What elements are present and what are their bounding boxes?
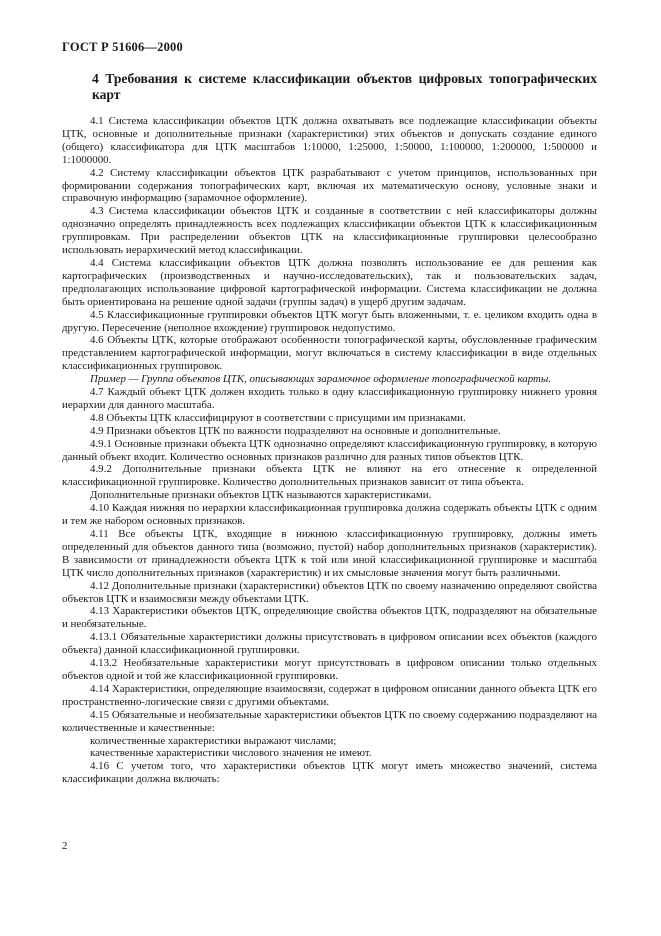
section-title: 4 Требования к системе классификации объектов цифровых топографических карт <box>92 71 597 102</box>
paragraph-4-9-1: 4.9.1 Основные признаки объекта ЦТК однозначно определяют классификационную группировку, в которую данный объект входит. Количество основных признаков различно для разных типов объектов ЦТК. <box>62 437 597 463</box>
paragraph-4-5: 4.5 Классификационные группировки объектов ЦТК могут быть вложенными, т. е. целиком входить одна в другую. Пересечение (неполное вхождение) группировок недопустимо. <box>62 308 597 334</box>
paragraph-4-1: 4.1 Система классификации объектов ЦТК должна охватывать все подлежащие классификации объекты ЦТК, основные и дополнительные признаки (характеристики) этих объектов и допускать создание единого (общего) классификатора для ЦТК масштабов 1:10000, 1:25000, 1:50000, 1:100000, 1:200000, 1:500000 и 1:1000000. <box>62 115 597 166</box>
paragraph-4-4: 4.4 Система классификации объектов ЦТК должна позволять использование ее для решения как картографических (производственных и научно-исследовательских), так и пользовательских задач, предполагающих использование цифровой картографической информации. Система классификации не должна быть ориентирована на решение одной задачи (группы задач) в ущерб другим задачам. <box>62 256 597 308</box>
paragraph-4-16: 4.16 С учетом того, что характеристики объектов ЦТК могут иметь множество значений, система классификации должна включать: <box>62 760 597 786</box>
paragraph-4-13-1: 4.13.1 Обязательные характеристики должны присутствовать в цифровом описании всех объектов (каждого объекта) данной классификационной группировки. <box>62 631 597 657</box>
paragraph-4-3: 4.3 Система классификации объектов ЦТК и созданные в соответствии с ней классификаторы должны однозначно определять принадлежность всех подлежащих классификации объектов ЦТК к классификационным группировкам. При распределении объектов ЦТК на классификационные группировки целесообразно использовать иерархический метод классификации. <box>62 205 597 257</box>
paragraph-4-9-2: 4.9.2 Дополнительные признаки объекта ЦТК не влияют на его отнесение к определенной классификационной группировке. Количество дополнительных признаков зависит от типа объекта. <box>62 463 597 489</box>
paragraph-4-11: 4.11 Все объекты ЦТК, входящие в нижнюю классификационную группировку, должны иметь определенный для объектов данного типа (возможно, пустой) набор дополнительных признаков (характеристик). В зависимости от принадлежности объекта ЦТК к той или иной классификационной группировке и масштаба ЦТК число дополнительных признаков (характеристик) и их смысловые значения могут быть различными. <box>62 528 597 579</box>
paragraph-4-12: 4.12 Дополнительные признаки (характеристики) объектов ЦТК по своему назначению определяют свойства объектов ЦТК и взаимосвязи между объектами ЦТК. <box>62 579 597 605</box>
paragraph-4-9: 4.9 Признаки объектов ЦТК по важности подразделяют на основные и дополнительные. <box>90 424 501 437</box>
paragraph-4-13-2: 4.13.2 Необязательные характеристики могут присутствовать в цифровом описании только отдельных объектов одной и той же классификационной группировки. <box>62 657 597 682</box>
paragraph-4-15: 4.15 Обязательные и необязательные характеристики объектов ЦТК по своему содержанию подразделяют на количественные и качественные: <box>62 708 597 734</box>
paragraph-4-6: 4.6 Объекты ЦТК, которые отображают особенности топографической карты, обусловленные графическим представлением картографической информации, могут включаться в систему классификации в виде отдельных классификационных группировок. <box>62 334 597 373</box>
page-number: 2 <box>62 840 68 852</box>
paragraph-4-9-2-note: Дополнительные признаки объектов ЦТК называются характеристиками. <box>90 489 432 502</box>
standard-header: ГОСТ Р 51606—2000 <box>62 40 183 54</box>
paragraph-4-14: 4.14 Характеристики, определяющие взаимосвязи, содержат в цифровом описании данного объекта ЦТК его пространственно-логические связи с другими объектами. <box>62 682 597 708</box>
list-item-qualitative: качественные характеристики числового значения не имеют. <box>90 747 372 760</box>
paragraph-4-7: 4.7 Каждый объект ЦТК должен входить только в одну классификационную группировку нижнего уровня иерархии для данного масштаба. <box>62 386 597 411</box>
list-item-quantitative: количественные характеристики выражают числами; <box>90 734 337 747</box>
section-body <box>62 115 597 786</box>
example-note: Пример — Группа объектов ЦТК, описывающих зарамочное оформление топографической карты. <box>90 373 551 386</box>
paragraph-4-10: 4.10 Каждая нижняя по иерархии классификационная группировка должна содержать объекты ЦТК с одним и тем же набором основных признаков. <box>62 502 597 528</box>
paragraph-4-13: 4.13 Характеристики объектов ЦТК, определяющие свойства объектов ЦТК, подразделяют на обязательные и необязательные. <box>62 605 597 631</box>
paragraph-4-2: 4.2 Систему классификации объектов ЦТК разрабатывают с учетом принципов, использованных при формировании содержания топографических карт, включая их математическую основу, условные знаки и справочную информацию (зарамочное оформление). <box>62 166 597 205</box>
paragraph-4-8: 4.8 Объекты ЦТК классифицируют в соответствии с присущими им признаками. <box>90 411 466 424</box>
